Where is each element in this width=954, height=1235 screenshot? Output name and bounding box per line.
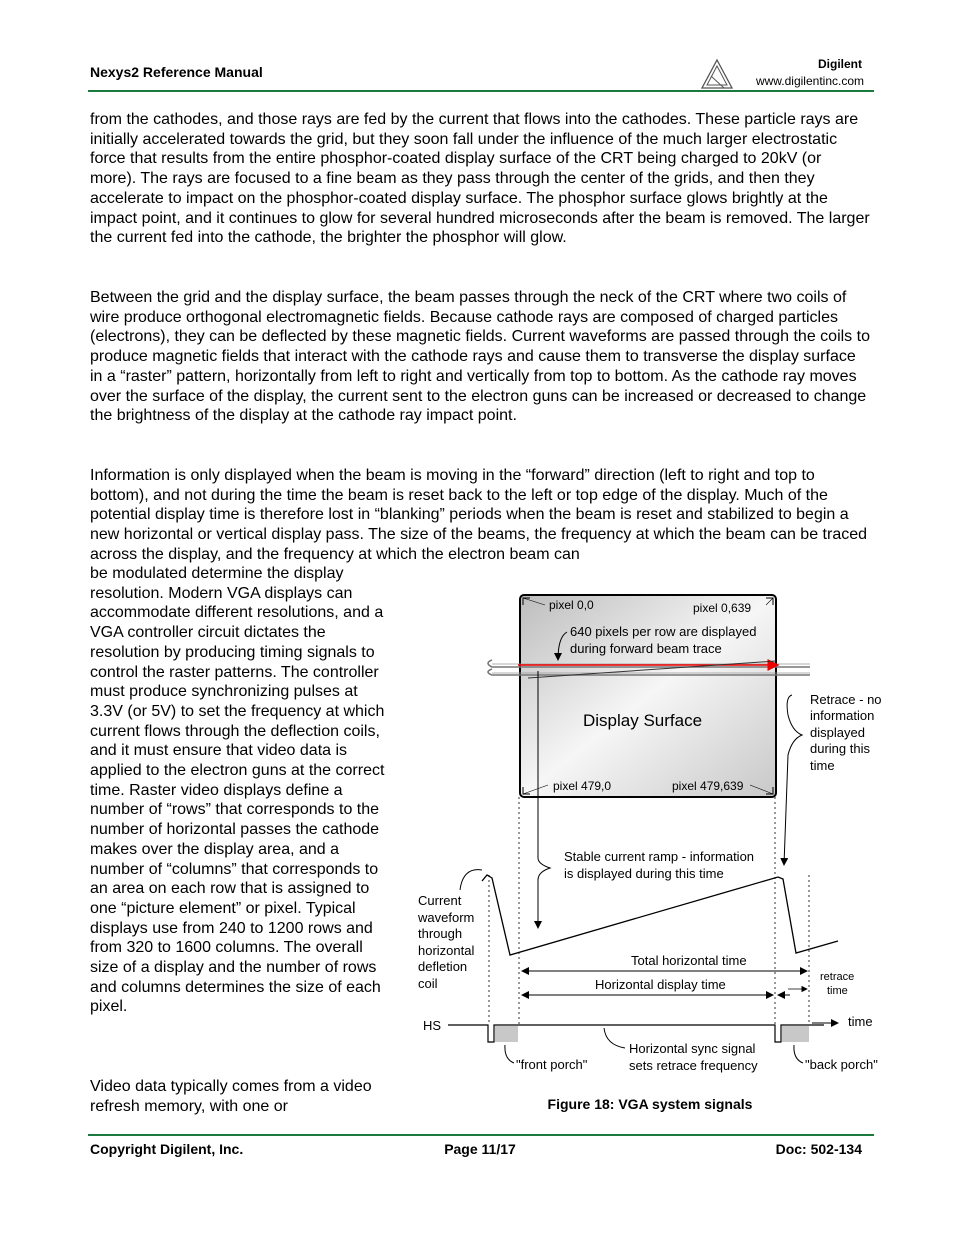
header-title: Nexys2 Reference Manual	[90, 64, 263, 80]
back-porch-label: "back porch"	[805, 1057, 878, 1072]
footer-page-number: Page 11/17	[444, 1141, 516, 1157]
retrace-label-2: information	[810, 708, 875, 723]
pixel-tl-label: pixel 0,0	[549, 598, 594, 612]
current-label-5: defletion	[418, 959, 468, 974]
retrace-label-5: time	[810, 758, 835, 773]
display-time-label: Horizontal display time	[595, 977, 726, 992]
figure-caption: Figure 18: VGA system signals	[547, 1096, 753, 1112]
footer-copyright: Copyright Digilent, Inc.	[90, 1141, 244, 1157]
stable-label-2: is displayed during this time	[564, 866, 724, 881]
paragraph-3: Information is only displayed when the beam is moving in the “forward” direction (left to right and top to bottom), and not during the time the beam is reset back to the left or top edge of the display. Much of the potential display time is therefore lost in “blanking” periods when the beam is reset and stabilized to begin a new horizontal or vertical display pass. The size of the beams, the frequency at which the beam can be traced across the display, and the frequency at which the electron beam can	[90, 467, 868, 563]
paragraph-3-continued: be modulated determine the display resolution. Modern VGA displays can accommodate different resolutions, and a VGA controller circuit dictates the resolution by producing timing signals to control the raster patterns. The controller must produce synchronizing pulses at 3.3V (or 5V) to set the frequency at which current flows through the deflection coils, and it must ensure that video data is applied to the electron guns at the correct time. Raster video displays define a number of “rows” that corresponds to the number of horizontal passes the cathode makes over the display area, and a number of “columns” that corresponds to an area on each row that is assigned to one “picture element” or pixel. Typical displays use from 240 to 1200 rows and from 320 to 1600 columns. The overall size of a display and the number of rows and columns determines the size of each pixel.	[90, 565, 385, 1016]
back-porch-shade	[782, 1026, 809, 1042]
forward-label-1: 640 pixels per row are displayed	[570, 624, 757, 639]
retrace-time-label-1: retrace	[820, 971, 855, 983]
header-url: www.digilentinc.com	[755, 74, 864, 88]
retrace-label-3: displayed	[810, 725, 865, 740]
footer-rule	[88, 1134, 874, 1136]
current-label-6: coil	[418, 976, 438, 991]
time-axis-label: time	[848, 1014, 873, 1029]
digilent-logo-icon	[700, 58, 734, 90]
header-rule	[88, 90, 874, 92]
paragraph-1: from the cathodes, and those rays are fed by the current that flows into the cathodes. These particle rays are initially accelerated towards the grid, but they soon fall under the influence of the much larger electrostatic force that results from the entire phosphor-coated display surface of the CRT being charged to 20kV (or more). The rays are focused to a fine beam as they pass through the center of the grids, and then they accelerate to impact on the phosphor-coated display surface. The phosphor surface glows brightly at the impact point, and it continues to glow for several hundred microseconds after the beam is removed. The larger the current fed into the cathode, the brighter the phosphor will glow.	[90, 111, 870, 247]
current-label-4: horizontal	[418, 943, 475, 958]
front-porch-shade	[495, 1026, 518, 1042]
stable-label-1: Stable current ramp - information	[564, 849, 755, 864]
paragraph-4: Video data typically comes from a video refresh memory, with one or	[90, 1078, 372, 1115]
display-surface-label: Display Surface	[583, 711, 703, 730]
front-porch-label: "front porch"	[516, 1057, 588, 1072]
forward-label-2: during forward beam trace	[570, 641, 722, 656]
vga-signals-figure	[410, 585, 890, 1085]
hsync-label-2: sets retrace frequency	[629, 1058, 758, 1073]
paragraph-2: Between the grid and the display surface, the beam passes through the neck of the CRT where two coils of wire produce orthogonal electromagnetic fields. Because cathode rays are composed of charged particles (electrons), they can be deflected by these magnetic fields. Current waveforms are passed through the coils to produce magnetic fields that interact with the cathode rays and cause them to transverse the display surface in a “raster” pattern, horizontally from left to right and vertically from top to bottom. As the cathode ray moves over the surface of the display, the current sent to the electron guns can be increased or decreased to change the brightness of the display at the cathode ray impact point.	[90, 289, 870, 425]
retrace-label-4: during this	[810, 741, 870, 756]
current-waveform	[482, 875, 838, 955]
header-company: Digilent	[818, 57, 862, 71]
hsync-label-1: Horizontal sync signal	[629, 1041, 756, 1056]
footer-doc-number: Doc: 502-134	[775, 1141, 862, 1157]
retrace-time-label-2: time	[827, 985, 848, 997]
current-label-1: Current	[418, 893, 462, 908]
total-horizontal-label: Total horizontal time	[631, 953, 747, 968]
current-label-2: waveform	[418, 910, 475, 925]
current-label-3: through	[418, 926, 463, 941]
pixel-tr-label: pixel 0,639	[693, 601, 752, 615]
hs-label: HS	[423, 1018, 442, 1033]
pixel-br-label: pixel 479,639	[672, 779, 744, 793]
retrace-label-1: Retrace - no	[810, 692, 882, 707]
pixel-bl-label: pixel 479,0	[553, 779, 612, 793]
